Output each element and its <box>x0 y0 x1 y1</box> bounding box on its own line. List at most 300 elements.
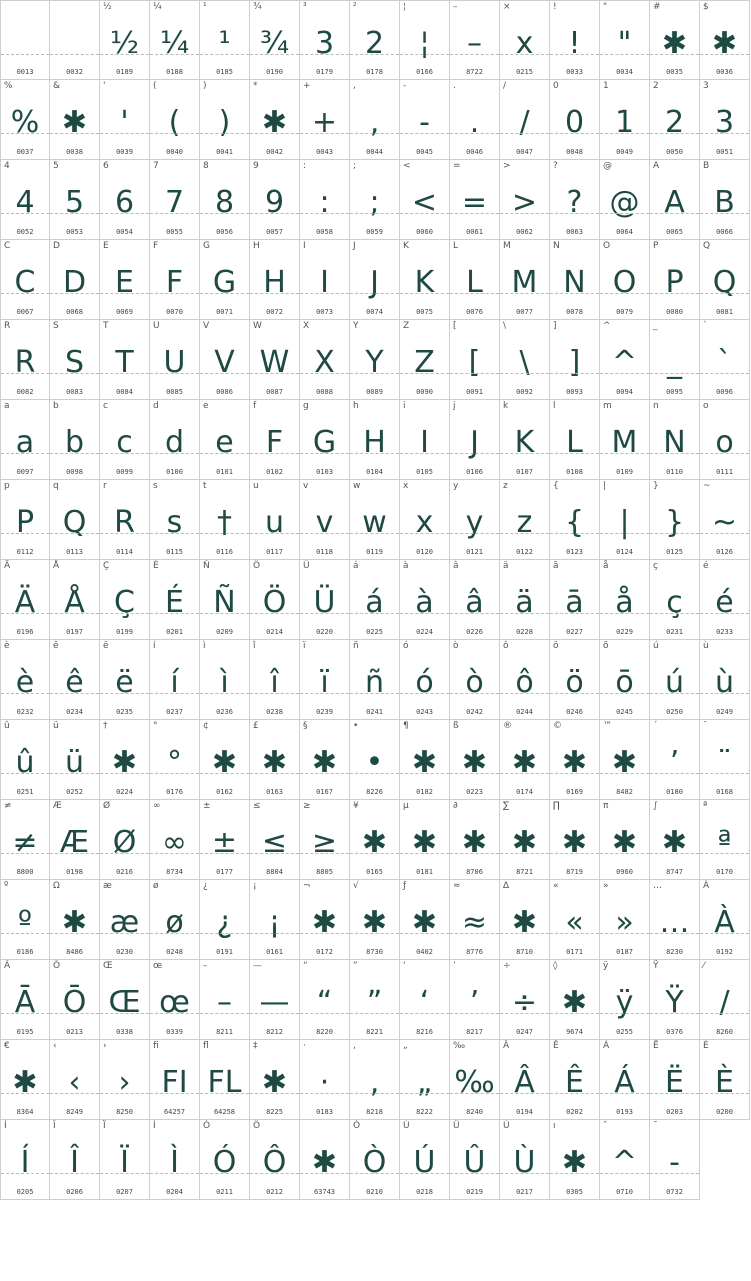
glyph-cell <box>400 800 450 880</box>
glyph-cell <box>400 720 450 800</box>
glyph-cell <box>500 80 550 160</box>
character-code: 0102 <box>266 468 283 476</box>
glyph-cell <box>200 80 250 160</box>
glyph-cell <box>250 720 300 800</box>
character-code: 0122 <box>516 548 533 556</box>
glyph-sample: ( <box>168 105 181 140</box>
baseline-guide <box>1 933 49 934</box>
reference-character: u <box>253 481 259 491</box>
reference-character: ò <box>453 641 459 651</box>
baseline-guide <box>600 1093 649 1094</box>
glyph-cell <box>100 1040 150 1120</box>
glyph-sample: S <box>64 345 85 380</box>
character-code: 0113 <box>66 548 83 556</box>
baseline-guide <box>650 213 699 214</box>
baseline-guide <box>50 933 99 934</box>
glyph-sample: [ <box>468 345 481 380</box>
baseline-guide <box>650 133 699 134</box>
character-code: 0048 <box>566 148 583 156</box>
baseline-guide <box>50 693 99 694</box>
reference-character: O <box>603 241 611 251</box>
glyph-cell <box>350 560 400 640</box>
baseline-guide <box>100 1093 149 1094</box>
baseline-guide <box>650 1173 699 1174</box>
character-code: 0960 <box>616 868 633 876</box>
glyph-sample: â <box>465 585 484 620</box>
glyph-sample: Ò <box>362 1145 387 1180</box>
baseline-guide <box>250 373 299 374</box>
character-code: 0186 <box>16 948 34 956</box>
glyph-sample: d <box>164 425 185 460</box>
reference-character: ¶ <box>403 721 409 731</box>
glyph-sample: P <box>665 265 684 300</box>
character-code: 0242 <box>466 708 483 716</box>
baseline-guide <box>400 1093 449 1094</box>
character-code: 0072 <box>266 308 283 316</box>
reference-character: ¿ <box>203 881 208 891</box>
reference-character: Ï <box>103 1121 106 1131</box>
character-code: 0171 <box>566 948 583 956</box>
baseline-guide <box>1 1173 49 1174</box>
character-code: 0209 <box>216 628 233 636</box>
character-code: 0069 <box>116 308 133 316</box>
glyph-cell <box>300 240 350 320</box>
reference-character: ∞ <box>153 801 161 811</box>
baseline-guide <box>150 1013 199 1014</box>
glyph-sample: = <box>461 185 488 220</box>
glyph-cell <box>150 320 200 400</box>
character-code: 0073 <box>316 308 333 316</box>
reference-character: ﬁ <box>153 1041 159 1051</box>
character-code: 0174 <box>516 788 533 796</box>
glyph-sample: ? <box>566 185 583 220</box>
baseline-guide <box>700 373 749 374</box>
character-code: 0232 <box>16 708 34 716</box>
baseline-guide <box>350 533 399 534</box>
reference-character: Á <box>603 1041 610 1051</box>
character-code: 0220 <box>316 628 333 636</box>
baseline-guide <box>400 54 449 55</box>
reference-character: ∫ <box>653 801 658 811</box>
baseline-guide <box>550 54 599 55</box>
baseline-guide <box>300 373 349 374</box>
baseline-guide <box>650 933 699 934</box>
glyph-cell <box>150 160 200 240</box>
character-code: 8486 <box>66 948 83 956</box>
baseline-guide <box>450 453 499 454</box>
baseline-guide <box>150 373 199 374</box>
baseline-guide <box>250 533 299 534</box>
glyph-cell <box>700 0 750 80</box>
baseline-guide <box>200 853 249 854</box>
baseline-guide <box>350 1093 399 1094</box>
reference-character: & <box>53 81 61 91</box>
reference-character: √ <box>353 881 359 891</box>
reference-character: l <box>553 401 556 411</box>
glyph-sample: . <box>469 105 480 140</box>
baseline-guide <box>1 453 49 454</box>
glyph-sample: F <box>165 265 184 300</box>
glyph-cell <box>450 80 500 160</box>
baseline-guide <box>500 453 549 454</box>
baseline-guide <box>450 54 499 55</box>
character-code: 0062 <box>516 228 533 236</box>
baseline-guide <box>50 1173 99 1174</box>
character-code: 8216 <box>416 1028 433 1036</box>
glyph-row <box>0 960 751 1040</box>
glyph-sample: G <box>312 425 337 460</box>
baseline-guide <box>550 293 599 294</box>
character-code: 0212 <box>266 1188 283 1196</box>
character-code: 0234 <box>66 708 83 716</box>
baseline-guide <box>250 1093 299 1094</box>
reference-character: : <box>303 161 307 171</box>
glyph-sample: C <box>14 265 36 300</box>
reference-character: z <box>503 481 508 491</box>
baseline-guide <box>400 213 449 214</box>
glyph-cell <box>0 0 50 80</box>
character-code: 0118 <box>316 548 333 556</box>
baseline-guide <box>200 213 249 214</box>
glyph-cell <box>0 480 50 560</box>
glyph-sample: — <box>259 985 290 1020</box>
baseline-guide <box>400 293 449 294</box>
reference-character: @ <box>603 161 612 171</box>
reference-character: D <box>53 241 60 251</box>
reference-character: „ <box>403 1041 408 1051</box>
character-code: 0255 <box>616 1028 633 1036</box>
character-code: 0043 <box>316 148 333 156</box>
character-code: 0045 <box>416 148 433 156</box>
glyph-cell <box>50 720 100 800</box>
glyph-sample: 5 <box>64 185 85 220</box>
glyph-cell <box>50 80 100 160</box>
baseline-guide <box>700 133 749 134</box>
glyph-sample: \ <box>519 345 530 380</box>
baseline-guide <box>550 613 599 614</box>
glyph-cell <box>700 160 750 240</box>
reference-character: ¥ <box>353 801 359 811</box>
baseline-guide <box>200 1093 249 1094</box>
character-code: 0121 <box>466 548 483 556</box>
glyph-sample: b <box>64 425 85 460</box>
glyph-sample: ! <box>568 26 581 61</box>
glyph-sample: O <box>612 265 637 300</box>
glyph-sample: _ <box>667 345 682 380</box>
glyph-sample: ✱ <box>111 745 138 780</box>
glyph-cell <box>500 160 550 240</box>
reference-character: ÿ <box>603 961 609 971</box>
character-code: 0161 <box>266 948 283 956</box>
character-code: 8260 <box>716 1028 733 1036</box>
glyph-sample: ∞ <box>162 825 187 860</box>
glyph-cell <box>700 80 750 160</box>
character-code: 0203 <box>666 1108 683 1116</box>
glyph-cell <box>200 640 250 720</box>
glyph-cell <box>300 480 350 560</box>
baseline-guide <box>400 1173 449 1174</box>
glyph-cell <box>400 960 450 1040</box>
baseline-guide <box>450 693 499 694</box>
character-code: 0105 <box>416 468 433 476</box>
glyph-cell <box>0 800 50 880</box>
baseline-guide <box>1 533 49 534</box>
glyph-cell <box>350 80 400 160</box>
baseline-guide <box>350 213 399 214</box>
glyph-sample: ä <box>515 585 534 620</box>
baseline-guide <box>300 613 349 614</box>
glyph-cell <box>200 880 250 960</box>
baseline-guide <box>550 373 599 374</box>
character-code: 0083 <box>66 388 83 396</box>
baseline-guide <box>50 373 99 374</box>
character-code: 0178 <box>366 68 383 76</box>
glyph-sample: ✱ <box>411 905 438 940</box>
character-code: 0177 <box>216 868 233 876</box>
glyph-cell <box>350 880 400 960</box>
glyph-cell <box>600 400 650 480</box>
glyph-sample: ‰ <box>454 1065 495 1100</box>
reference-character: Ü <box>303 561 310 571</box>
glyph-sample: ✱ <box>361 825 388 860</box>
reference-character: ú <box>653 641 659 651</box>
glyph-cell <box>550 880 600 960</box>
glyph-cell <box>300 960 350 1040</box>
baseline-guide <box>450 1013 499 1014</box>
glyph-sample: Î <box>70 1145 79 1180</box>
glyph-cell <box>700 560 750 640</box>
glyph-cell <box>700 720 750 800</box>
character-code: 0176 <box>166 788 183 796</box>
glyph-cell <box>500 1120 550 1200</box>
glyph-cell <box>0 160 50 240</box>
character-code: 0067 <box>16 308 34 316</box>
reference-character: w <box>353 481 361 491</box>
glyph-sample: ✱ <box>511 825 538 860</box>
reference-character: 1 <box>603 81 609 91</box>
character-code: 0194 <box>516 1108 533 1116</box>
glyph-cell <box>100 80 150 160</box>
glyph-sample: ✱ <box>511 745 538 780</box>
glyph-sample: L <box>566 425 583 460</box>
reference-character: † <box>103 721 108 731</box>
glyph-cell <box>550 560 600 640</box>
character-code: 0247 <box>516 1028 533 1036</box>
baseline-guide <box>400 533 449 534</box>
glyph-sample: / <box>519 105 530 140</box>
reference-character: j <box>453 401 456 411</box>
reference-character: ¢ <box>203 721 209 731</box>
character-code: 0193 <box>616 1108 633 1116</box>
reference-character: I <box>303 241 306 251</box>
glyph-cell <box>550 1040 600 1120</box>
glyph-sample: ^ <box>611 1145 638 1180</box>
glyph-cell <box>300 160 350 240</box>
baseline-guide <box>250 133 299 134</box>
baseline-guide <box>200 1173 249 1174</box>
glyph-cell <box>550 1120 600 1200</box>
glyph-row <box>0 80 751 160</box>
character-code: 0117 <box>266 548 283 556</box>
glyph-sample: ʼ <box>669 745 680 780</box>
glyph-cell <box>400 240 450 320</box>
baseline-guide <box>400 853 449 854</box>
reference-character: 6 <box>103 161 109 171</box>
baseline-guide <box>500 373 549 374</box>
baseline-guide <box>700 1093 749 1094</box>
character-code: 0235 <box>116 708 133 716</box>
character-code: 0213 <box>66 1028 83 1036</box>
glyph-cell <box>0 880 50 960</box>
baseline-guide <box>100 1013 149 1014</box>
glyph-sample: w <box>362 505 387 540</box>
character-code: 0116 <box>216 548 233 556</box>
glyph-sample: ; <box>369 185 380 220</box>
character-code: 8805 <box>316 868 333 876</box>
character-code: 0230 <box>116 948 133 956</box>
glyph-cell <box>100 240 150 320</box>
glyph-sample: e <box>215 425 234 460</box>
baseline-guide <box>650 293 699 294</box>
character-code: 0181 <box>416 868 433 876</box>
reference-character: û <box>4 721 10 731</box>
reference-character: È <box>703 1041 709 1051</box>
reference-character: k <box>503 401 509 411</box>
glyph-sample: ” <box>366 985 383 1020</box>
glyph-cell <box>0 640 50 720</box>
glyph-cell <box>300 1040 350 1120</box>
baseline-guide <box>50 613 99 614</box>
reference-character: T <box>103 321 109 331</box>
baseline-guide <box>400 373 449 374</box>
glyph-cell <box>550 640 600 720</box>
baseline-guide <box>1 54 49 55</box>
reference-character: E <box>103 241 109 251</box>
reference-character: ◊ <box>553 961 558 971</box>
reference-character: ù <box>703 641 709 651</box>
character-code: 0078 <box>566 308 583 316</box>
baseline-guide <box>250 453 299 454</box>
baseline-guide <box>150 773 199 774</box>
glyph-sample: Ù <box>513 1145 536 1180</box>
glyph-sample: ≤ <box>261 825 288 860</box>
baseline-guide <box>500 773 549 774</box>
glyph-sample: 3 <box>714 105 735 140</box>
character-code: 0126 <box>716 548 733 556</box>
character-code: 0179 <box>316 68 333 76</box>
character-code: 0238 <box>266 708 283 716</box>
glyph-cell <box>0 960 50 1040</box>
glyph-sample: A <box>664 185 685 220</box>
glyph-sample: Ö <box>262 585 287 620</box>
reference-character: Ó <box>203 1121 211 1131</box>
glyph-cell <box>100 320 150 400</box>
character-code: 8230 <box>666 948 683 956</box>
reference-character: « <box>553 881 559 891</box>
glyph-cell <box>550 0 600 80</box>
character-code: 0094 <box>616 388 633 396</box>
glyph-cell <box>600 80 650 160</box>
reference-character: £ <box>253 721 259 731</box>
character-code: 0251 <box>16 788 34 796</box>
glyph-cell <box>200 1040 250 1120</box>
reference-character: æ <box>103 881 112 891</box>
glyph-sample: Ú <box>413 1145 436 1180</box>
glyph-cell <box>450 960 500 1040</box>
reference-character: ” <box>353 961 358 971</box>
character-code: 8776 <box>466 948 483 956</box>
glyph-cell <box>600 0 650 80</box>
reference-character: F <box>153 241 159 251</box>
character-code: 0089 <box>366 388 383 396</box>
glyph-sample: ✱ <box>211 745 238 780</box>
baseline-guide <box>250 773 299 774</box>
reference-character: 7 <box>153 161 159 171</box>
reference-character: ^ <box>603 321 611 331</box>
glyph-cell <box>600 960 650 1040</box>
glyph-sample: FI <box>161 1065 188 1100</box>
character-code: 0107 <box>516 468 533 476</box>
glyph-cell <box>150 0 200 80</box>
glyph-sample: D <box>62 265 87 300</box>
character-code: 0206 <box>66 1188 83 1196</box>
baseline-guide <box>250 933 299 934</box>
reference-character: g <box>303 401 309 411</box>
glyph-cell <box>50 1120 100 1200</box>
baseline-guide <box>150 1093 199 1094</box>
glyph-cell <box>550 400 600 480</box>
glyph-sample: - <box>419 105 430 140</box>
baseline-guide <box>200 453 249 454</box>
baseline-guide <box>250 1173 299 1174</box>
reference-character: ã <box>553 561 559 571</box>
glyph-cell <box>550 240 600 320</box>
baseline-guide <box>700 533 749 534</box>
glyph-cell <box>550 160 600 240</box>
baseline-guide <box>650 54 699 55</box>
glyph-cell <box>350 240 400 320</box>
glyph-cell <box>200 1120 250 1200</box>
baseline-guide <box>300 1013 349 1014</box>
glyph-cell <box>400 880 450 960</box>
baseline-guide <box>1 293 49 294</box>
reference-character: / <box>503 81 507 91</box>
reference-character: U <box>153 321 160 331</box>
glyph-cell <box>200 800 250 880</box>
glyph-sample: 1 <box>614 105 635 140</box>
reference-character: e <box>203 401 209 411</box>
glyph-cell <box>100 560 150 640</box>
glyph-sample: 7 <box>164 185 185 220</box>
glyph-cell <box>250 880 300 960</box>
reference-character: Ù <box>503 1121 510 1131</box>
character-code: 0211 <box>216 1188 233 1196</box>
character-code: 0042 <box>266 148 283 156</box>
baseline-guide <box>600 853 649 854</box>
baseline-guide <box>600 693 649 694</box>
glyph-sample: E <box>115 265 134 300</box>
character-code: 0163 <box>266 788 283 796</box>
glyph-cell <box>100 0 150 80</box>
character-code: 0248 <box>166 948 183 956</box>
character-code: 0100 <box>166 468 183 476</box>
glyph-sample: ’ <box>469 985 480 1020</box>
reference-character: N <box>553 241 560 251</box>
glyph-cell <box>50 240 100 320</box>
glyph-sample: P <box>15 505 35 540</box>
baseline-guide <box>400 693 449 694</box>
character-code: 8800 <box>16 868 34 876</box>
